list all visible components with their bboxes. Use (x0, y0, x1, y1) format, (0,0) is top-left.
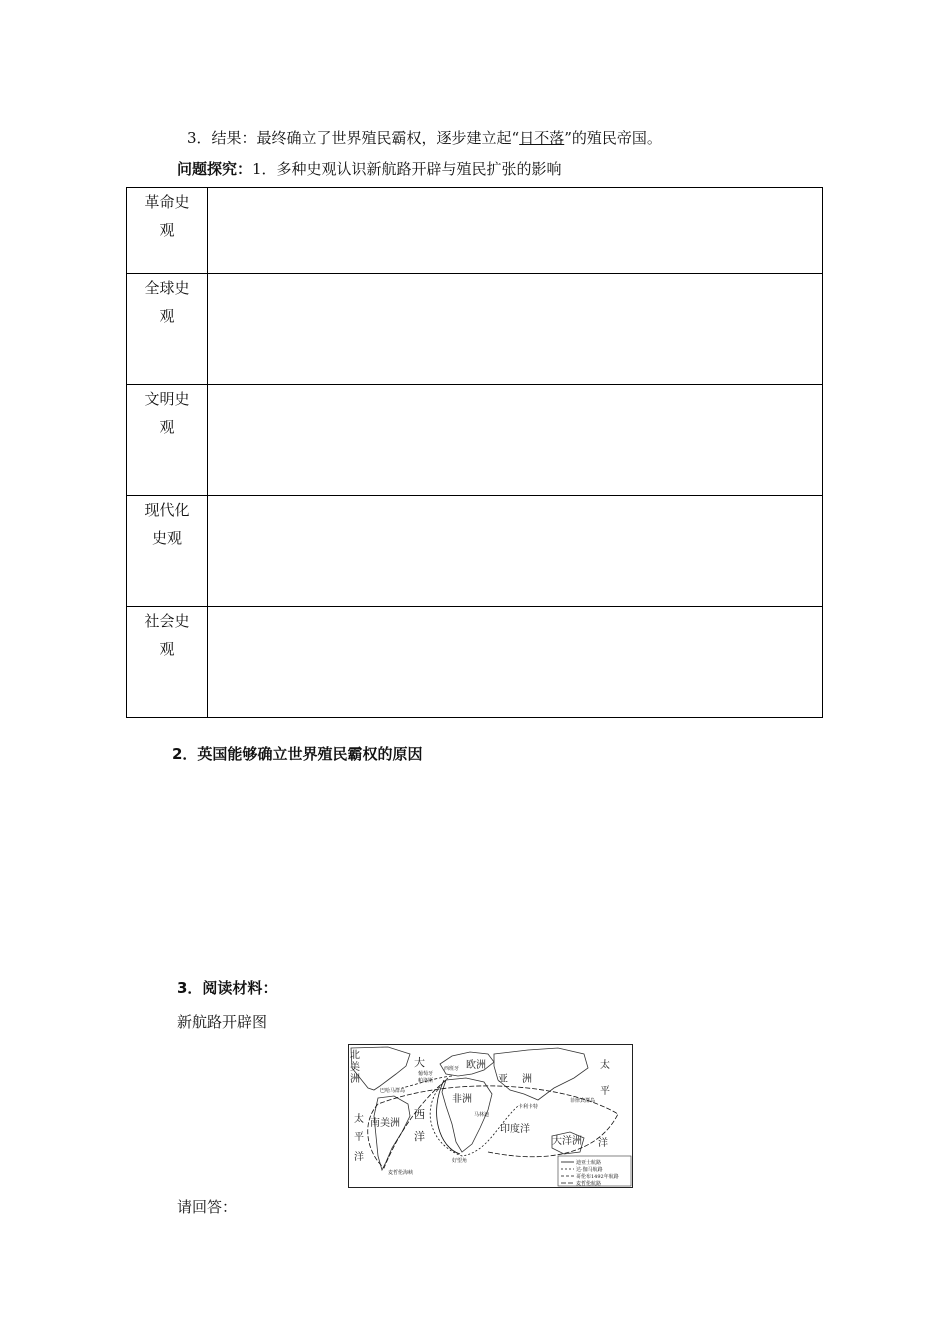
inquiry-text: 1．多种史观认识新航路开辟与殖民扩张的影响 (252, 160, 562, 178)
inquiry-label: 问题探究： (177, 160, 253, 178)
view-label-line1: 社会史 (144, 612, 190, 630)
view-label-line2: 观 (159, 418, 175, 436)
map-label-indian-ocean: 印度洋 (500, 1124, 530, 1135)
question-3: 3．阅读材料： (177, 979, 278, 997)
map-legend (558, 1156, 631, 1187)
view-label-line2: 观 (159, 221, 175, 239)
legend-item-1: 迪亚士航路 (576, 1160, 602, 1166)
map-label-europe: 欧洲 (466, 1060, 486, 1071)
view-label-cell (127, 188, 208, 274)
map-label-palos: 帕洛斯 (418, 1078, 434, 1084)
view-label-cell (127, 496, 208, 607)
map-label-philippines: 菲律宾群岛 (570, 1098, 596, 1104)
map-label-north-america-1: 北 (350, 1050, 360, 1061)
result-underlined: 日不落 (519, 129, 565, 147)
map-caption: 新航路开辟图 (177, 1013, 268, 1031)
result-suffix: ”的殖民帝国。 (564, 129, 662, 147)
inquiry-line (177, 159, 562, 179)
map-figure (348, 1044, 633, 1188)
map-label-calicut: 卡利卡特 (518, 1104, 539, 1110)
answer-cell[interactable] (208, 274, 823, 385)
map-label-atlantic-mid: 西 (414, 1108, 425, 1121)
answer-prompt: 请回答： (177, 1198, 238, 1216)
map-label-pacific-left-3: 洋 (354, 1152, 364, 1163)
map-label-north-america-3: 洲 (350, 1074, 360, 1085)
map-label-cape: 好望角 (452, 1158, 468, 1164)
view-label-cell (127, 607, 208, 718)
result-line (187, 128, 662, 148)
view-label-line2: 观 (159, 307, 175, 325)
view-label-cell (127, 274, 208, 385)
map-label-asia-2: 洲 (522, 1074, 532, 1085)
view-label-line1: 全球史 (144, 279, 190, 297)
map-label-oceania: 大洋洲 (552, 1136, 582, 1147)
map-label-portugal: 葡萄牙 (418, 1071, 434, 1077)
map-label-magellan-strait: 麦哲伦海峡 (388, 1170, 414, 1176)
map-label-atlantic-top: 大 (414, 1056, 425, 1069)
map-label-pacific-right-3: 洋 (598, 1138, 608, 1149)
map-label-spain: 西班牙 (444, 1066, 460, 1072)
view-label-line2: 观 (159, 640, 175, 658)
map-label-asia-1: 亚 (498, 1074, 508, 1085)
map-label-pacific-right-2: 平 (600, 1086, 610, 1097)
map-label-north-america-2: 美 (350, 1062, 360, 1073)
map-label-pacific-left-1: 太 (354, 1114, 364, 1125)
history-views-table (126, 187, 823, 718)
map-label-africa: 非洲 (452, 1094, 472, 1105)
legend-item-4: 麦哲伦航路 (576, 1181, 602, 1187)
table-row (127, 607, 823, 718)
view-label-line1: 文明史 (144, 390, 190, 408)
question-2: 2．英国能够确立世界殖民霸权的原因 (172, 745, 423, 763)
answer-cell[interactable] (208, 496, 823, 607)
table-row (127, 385, 823, 496)
answer-cell[interactable] (208, 385, 823, 496)
answer-cell[interactable] (208, 607, 823, 718)
legend-item-2: 达·伽马航路 (576, 1167, 603, 1173)
table-row (127, 188, 823, 274)
map-label-atlantic-bottom: 洋 (414, 1130, 425, 1143)
table-row (127, 496, 823, 607)
table-row (127, 274, 823, 385)
map-label-bahamas: 巴哈马群岛 (380, 1088, 406, 1094)
result-prefix: 3．结果：最终确立了世界殖民霸权，逐步建立起“ (187, 129, 520, 147)
view-label-cell (127, 385, 208, 496)
view-label-line1: 现代化 (144, 501, 190, 519)
view-label-line2: 史观 (151, 529, 182, 547)
map-label-south-america: 南美洲 (370, 1118, 400, 1129)
map-label-pacific-right-1: 太 (600, 1060, 610, 1071)
legend-item-3: 哥伦布1492年航路 (576, 1174, 619, 1180)
view-label-line1: 革命史 (144, 193, 190, 211)
map-label-malindi: 马林迪 (474, 1112, 490, 1118)
map-label-pacific-left-2: 平 (354, 1132, 364, 1143)
new-routes-map (348, 1044, 633, 1188)
answer-cell[interactable] (208, 188, 823, 274)
